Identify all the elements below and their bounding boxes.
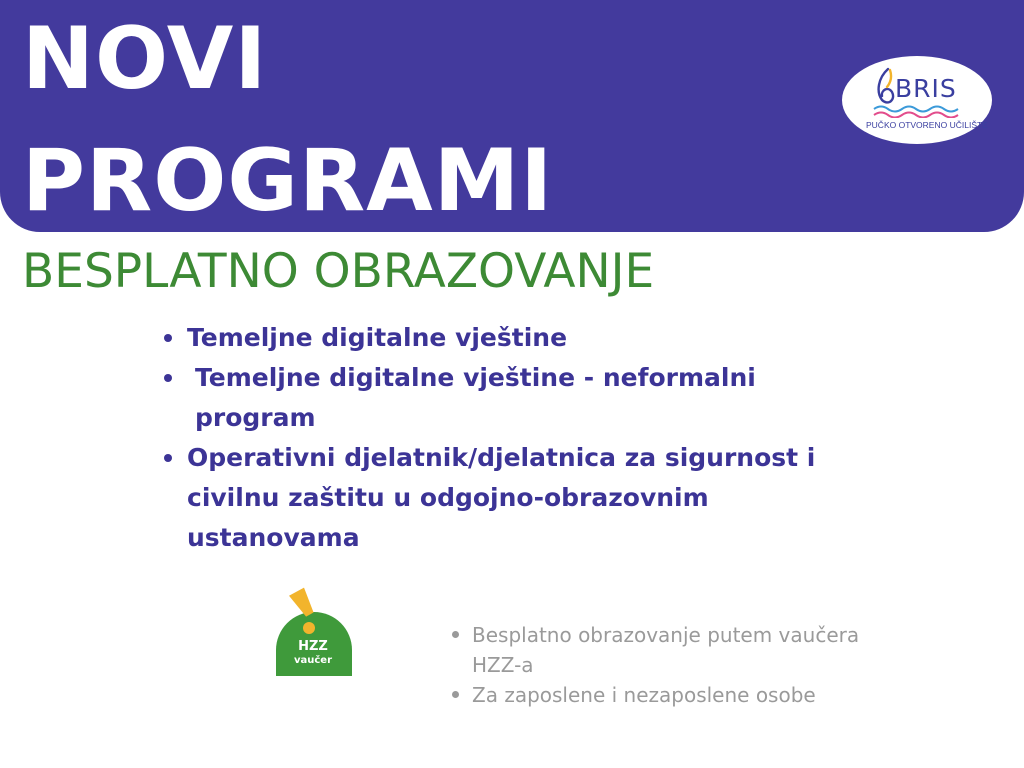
notes-list <box>452 620 892 710</box>
hzz-badge-line1: HZZ <box>298 639 328 654</box>
logo-caption: PUČKO OTVORENO UČILIŠTE <box>866 120 988 130</box>
program-item: Temeljne digitalne vještine <box>164 318 884 358</box>
page-title <box>22 0 553 242</box>
hzz-badge-text <box>274 640 352 668</box>
subtitle: BESPLATNO OBRAZOVANJE <box>22 244 655 299</box>
logo-name: BRIS <box>895 74 957 103</box>
hzz-badge-line2: vaučer <box>293 655 333 666</box>
title-line-2: PROGRAMI <box>22 131 554 231</box>
waves-icon <box>872 104 964 118</box>
bris-logo <box>842 56 992 144</box>
title-line-1: NOVI <box>22 9 268 109</box>
hzz-voucher-badge <box>274 586 354 683</box>
program-item: Temeljne digitalne vještine - neformalni program <box>164 358 884 438</box>
program-list <box>164 318 884 558</box>
note-item: Za zaposlene i nezaposlene osobe <box>452 680 892 710</box>
program-item: Operativni djelatnik/djelatnica za sigurnost i civilnu zaštitu u odgojno-obrazovnim ustanovama <box>164 438 884 558</box>
note-item: Besplatno obrazovanje putem vaučera HZZ-a <box>452 620 892 680</box>
